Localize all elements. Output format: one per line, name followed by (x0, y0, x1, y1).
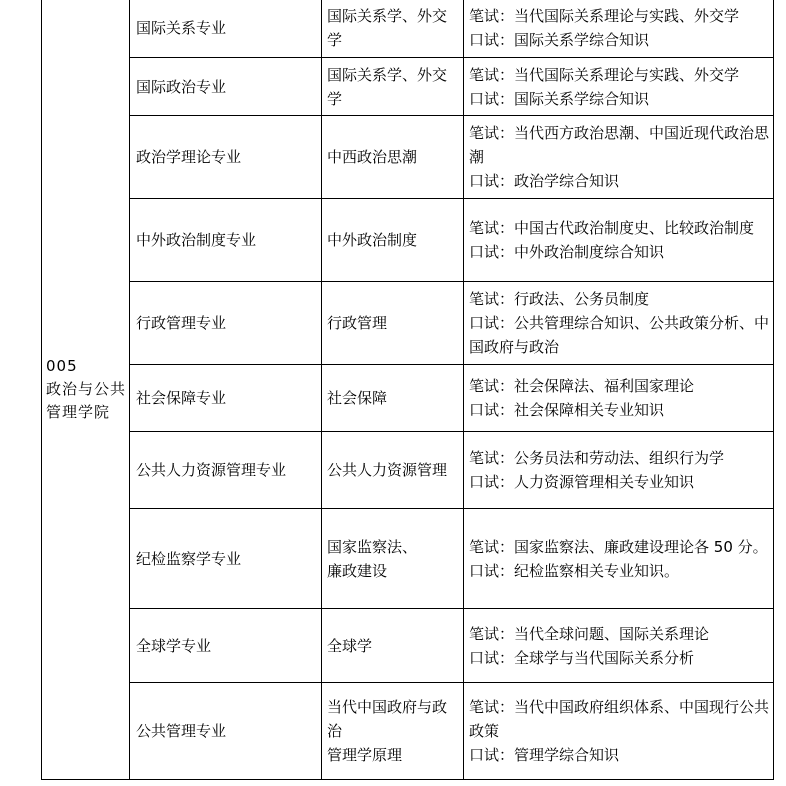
written-test-line: 笔试：当代西方政治思潮、中国近现代政治思潮 (469, 124, 770, 166)
written-test-line: 笔试：当代国际关系理论与实践、外交学 (469, 7, 740, 25)
exam-subject-cell (322, 58, 464, 116)
major-cell: 政治学理论专业 (130, 116, 322, 199)
written-test-line: 笔试：国家监察法、廉政建设理论各 50 分。 (469, 537, 768, 556)
exam-subject-cell (322, 116, 464, 199)
table-row (42, 365, 774, 432)
exam-subject-line: 管理学原理 (327, 746, 403, 764)
test-content-cell (464, 432, 774, 509)
exam-subject-line: 全球学 (327, 636, 373, 655)
major-cell: 全球学专业 (130, 609, 322, 683)
table-row (42, 683, 774, 780)
test-content-cell (464, 116, 774, 199)
oral-test-line: 口试：公共管理综合知识、公共政策分析、中国政府与政治 (469, 314, 770, 356)
major-cell: 行政管理专业 (130, 282, 322, 365)
written-test-line: 笔试：社会保障法、福利国家理论 (469, 377, 695, 395)
test-content-cell (464, 609, 774, 683)
exam-subject-line: 公共人力资源管理 (327, 461, 448, 479)
written-test-line: 笔试：中国古代政治制度史、比较政治制度 (469, 219, 755, 237)
exam-subject-cell (322, 365, 464, 432)
exam-subject-cell (322, 432, 464, 509)
test-content-cell (464, 0, 774, 58)
test-content-cell (464, 282, 774, 365)
table-row (42, 0, 774, 58)
table-row (42, 58, 774, 116)
college-name: 政治与公共管理学院 (46, 379, 127, 421)
written-test-line: 笔试：当代国际关系理论与实践、外交学 (469, 65, 740, 84)
exam-subject-line: 国际关系学、外交学 (327, 7, 448, 49)
test-content-cell (464, 58, 774, 116)
college-code: 005 (46, 356, 78, 375)
table-row (42, 116, 774, 199)
oral-test-line: 口试：人力资源管理相关专业知识 (469, 473, 695, 491)
oral-test-line: 口试：中外政治制度综合知识 (469, 243, 665, 261)
exam-subject-cell (322, 509, 464, 609)
written-test-line: 笔试：公务员法和劳动法、组织行为学 (469, 449, 725, 467)
major-cell: 公共管理专业 (130, 683, 322, 780)
table-row (42, 199, 774, 282)
test-content-cell (464, 365, 774, 432)
major-cell: 中外政治制度专业 (130, 199, 322, 282)
table-row (42, 509, 774, 609)
exam-subject-cell (322, 683, 464, 780)
oral-test-line: 口试：社会保障相关专业知识 (469, 401, 665, 419)
exam-subject-cell (322, 282, 464, 365)
exam-subject-cell (322, 199, 464, 282)
oral-test-line: 口试：国际关系学综合知识 (469, 31, 650, 49)
exam-subject-line: 行政管理 (327, 314, 388, 332)
college-cell (42, 0, 130, 780)
test-content-cell (464, 509, 774, 609)
major-cell: 纪检监察学专业 (130, 509, 322, 609)
written-test-line: 笔试：行政法、公务员制度 (469, 290, 650, 308)
major-cell: 国际政治专业 (130, 58, 322, 116)
oral-test-line: 口试：国际关系学综合知识 (469, 89, 650, 108)
table-row (42, 609, 774, 683)
major-cell: 社会保障专业 (130, 365, 322, 432)
written-test-line: 笔试：当代中国政府组织体系、中国现行公共政策 (469, 698, 770, 740)
exam-subject-cell (322, 609, 464, 683)
exam-subject-line: 国际关系学、外交学 (327, 65, 448, 108)
major-cell: 国际关系专业 (130, 0, 322, 58)
exam-subject-line: 廉政建设 (327, 561, 388, 580)
oral-test-line: 口试：全球学与当代国际关系分析 (469, 648, 695, 667)
exam-subject-line: 社会保障 (327, 389, 388, 407)
exam-subject-line: 当代中国政府与政治 (327, 698, 448, 740)
major-cell: 公共人力资源管理专业 (130, 432, 322, 509)
table-row (42, 432, 774, 509)
oral-test-line: 口试：政治学综合知识 (469, 172, 620, 190)
written-test-line: 笔试：当代全球问题、国际关系理论 (469, 624, 710, 643)
oral-test-line: 口试：纪检监察相关专业知识。 (469, 561, 680, 580)
test-content-cell (464, 683, 774, 780)
exam-subject-line: 中西政治思潮 (327, 148, 418, 166)
exam-subject-line: 国家监察法、 (327, 537, 418, 556)
table-row (42, 282, 774, 365)
oral-test-line: 口试：管理学综合知识 (469, 746, 620, 764)
exam-subject-cell (322, 0, 464, 58)
exam-table (41, 0, 774, 780)
test-content-cell (464, 199, 774, 282)
exam-subject-line: 中外政治制度 (327, 231, 418, 249)
